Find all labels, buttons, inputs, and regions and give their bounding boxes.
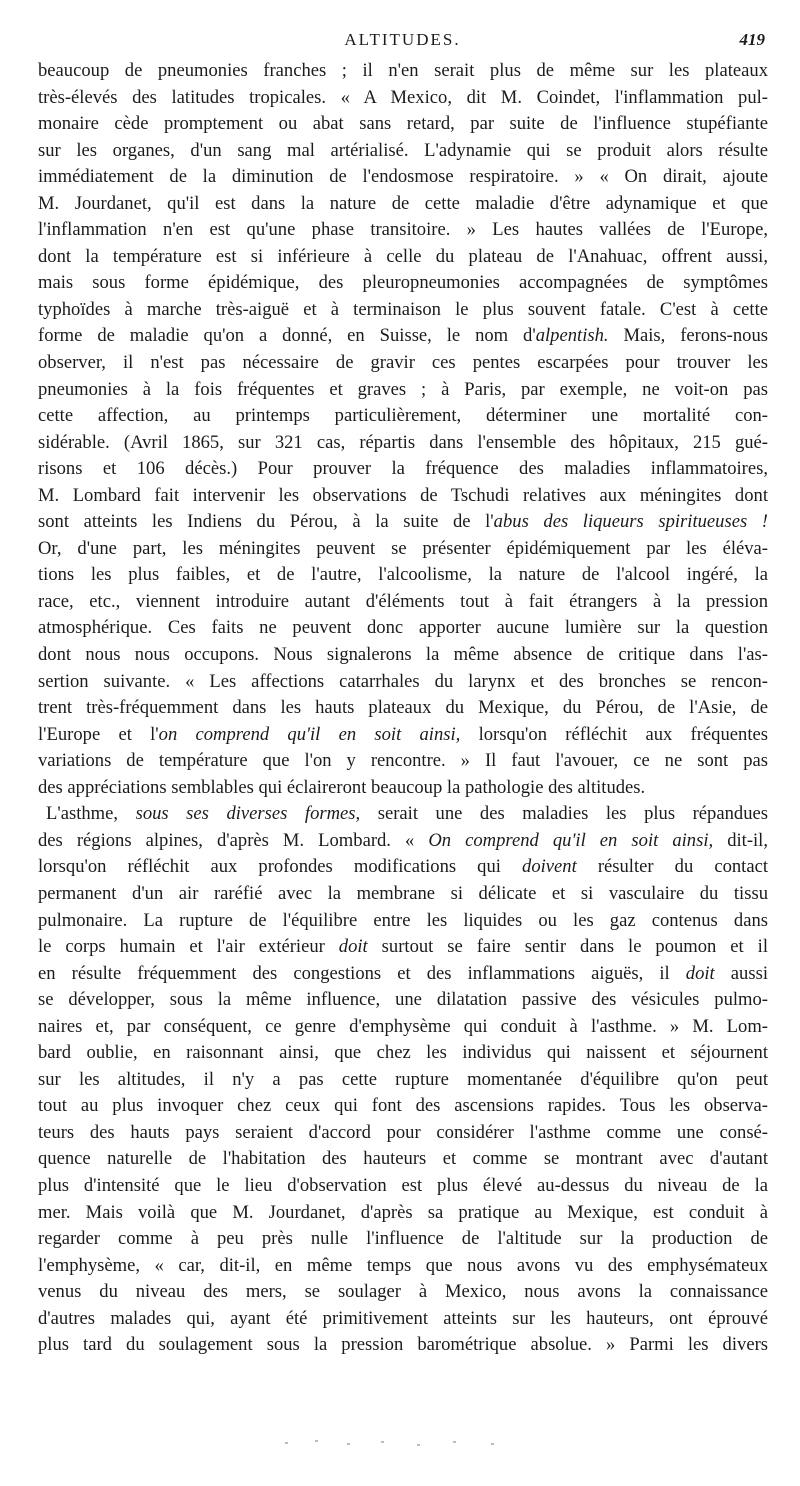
text-line: monaire cède promptement ou abat sans retard, par suite de l'influence stupéfiante (38, 113, 768, 135)
text-line: M. Jourdanet, qu'il est dans la nature de cette maladie d'être adynamique et que (38, 192, 768, 214)
text-line (38, 509, 768, 536)
text-line: sur les organes, d'un sang mal artérialisé. L'adynamie qui se produit alors résulte (38, 139, 768, 161)
text-line: très-élevés des latitudes tropicales. « A Mexico, dit M. Coindet, l'inflammation pul- (38, 86, 768, 108)
text-line (38, 854, 768, 881)
text-line (38, 961, 768, 988)
page-number: 419 (739, 30, 765, 49)
text-line: se développer, sous la même influence, une dilatation passive des vésicules pulmo- (38, 989, 768, 1011)
text-line: sidérable. (Avril 1865, sur 321 cas, répartis dans l'ensemble des hôpitaux, 215 gué- (38, 431, 768, 453)
text-line: permanent d'un air raréfié avec la membrane si délicate et si vasculaire du tissu (38, 882, 768, 904)
text-segment: des régions alpines, d'après M. Lombard. « (38, 829, 429, 851)
text-segment: forme de maladie qu'on a donné, en Suisse, le nom d' (38, 325, 536, 347)
text-line: regarder comme à peu près nulle l'influence de l'altitude sur la production de (38, 1228, 768, 1250)
running-title: ALTITUDES. (344, 30, 461, 49)
text-segment: lorsqu'on réfléchit aux profondes modifications qui (38, 856, 523, 878)
text-line: teurs des hauts pays seraient d'accord pour considérer l'asthme comme une consé- (38, 1121, 768, 1143)
text-line: l'inflammation n'en est qu'une phase transitoire. » Les hautes vallées de l'Europe, (38, 219, 768, 241)
scan-specks (285, 1438, 515, 1448)
text-line: dont nous nous occupons. Nous signalerons la même absence de critique dans l'as- (38, 644, 768, 666)
text-line: variations de température que l'on y rencontre. » Il faut l'avouer, ce ne sont pas (38, 750, 768, 772)
italic-segment: abus des liqueurs spiritueuses ! (493, 511, 768, 533)
text-segment: Mais, ferons-nous (608, 325, 769, 347)
text-segment: en résulte fréquemment des congestions et des inflammations aiguës, il (38, 962, 686, 984)
running-head (40, 30, 765, 56)
italic-segment: on comprend qu'il en soit ainsi, (158, 723, 461, 745)
text-segment: lorsqu'on réfléchit aux fréquentes (460, 723, 768, 745)
text-line: race, etc., viennent introduire autant d'éléments tout à fait étrangers à la pression (38, 590, 768, 612)
text-line: observer, il n'est pas nécessaire de gravir ces pentes escarpées pour trouver les (38, 352, 768, 374)
text-line: immédiatement de la diminution de l'endosmose respiratoire. » « On dirait, ajoute (38, 166, 768, 188)
text-segment: serait une des maladies les plus répandues (360, 803, 768, 825)
text-segment: l'Europe et l' (38, 723, 159, 745)
italic-segment: doivent (522, 856, 577, 878)
text-line: des appréciations semblables qui éclaireront beaucoup la pathologie des altitudes. (38, 776, 646, 798)
text-segment: aussi (714, 962, 768, 984)
text-segment: résulter du contact (576, 856, 768, 878)
text-segment: L'asthme, (46, 803, 136, 825)
text-line: venus du niveau des mers, se soulager à Mexico, nous avons la connaissance (38, 1281, 768, 1303)
text-line (38, 323, 768, 350)
text-line: atmosphérique. Ces faits ne peuvent donc apporter aucune lumière sur la question (38, 617, 768, 639)
text-line: tout au plus invoquer chez ceux qui font des ascensions rapides. Tous les observa- (38, 1095, 768, 1117)
body-text (38, 58, 768, 1359)
text-line: Or, d'une part, les méningites peuvent se présenter épidémiquement par les éléva- (38, 537, 768, 559)
italic-segment: doit (685, 962, 715, 984)
text-line: sur les altitudes, il n'y a pas cette rupture momentanée d'équilibre qu'on peut (38, 1068, 768, 1090)
text-line: mer. Mais voilà que M. Jourdanet, d'après sa pratique au Mexique, est conduit à (38, 1201, 768, 1223)
italic-segment: sous ses diverses formes, (135, 803, 361, 825)
text-line: plus d'intensité que le lieu d'observation est plus élevé au-dessus du niveau de la (38, 1174, 768, 1196)
text-line: risons et 106 décès.) Pour prouver la fréquence des maladies inflammatoires, (38, 458, 768, 480)
text-line: l'emphysème, « car, dit-il, en même temps que nous avons vu des emphysémateux (38, 1254, 768, 1276)
text-line: M. Lombard fait intervenir les observations de Tschudi relatives aux méningites dont (38, 484, 768, 506)
text-line: naires et, par conséquent, ce genre d'emphysème qui conduit à l'asthme. » M. Lom- (38, 1015, 768, 1037)
text-line: trent très-fréquemment dans les hauts plateaux du Mexique, du Pérou, de l'Asie, de (38, 697, 768, 719)
text-line (38, 828, 768, 855)
text-line: dont la température est si inférieure à celle du plateau de l'Anahuac, offrent aussi, (38, 245, 768, 267)
text-segment: surtout se faire sentir dans le poumon et il (367, 936, 768, 958)
text-line: sertion suivante. « Les affections catarrhales du larynx et des bronches se rencon- (38, 670, 768, 692)
text-line: tions les plus faibles, et de l'autre, l'alcoolisme, la nature de l'alcool ingéré, la (38, 564, 768, 586)
text-line (38, 934, 768, 961)
text-line: plus tard du soulagement sous la pression barométrique absolue. » Parmi les divers (38, 1334, 768, 1356)
text-line: typhoïdes à marche très-aiguë et à terminaison le plus souvent fatale. C'est à cette (38, 298, 768, 320)
text-line: pneumonies à la fois fréquentes et graves ; à Paris, par exemple, ne voit-on pas (38, 378, 768, 400)
text-line (38, 722, 768, 749)
italic-segment: doit (338, 936, 368, 958)
text-line: beaucoup de pneumonies franches ; il n'en serait plus de même sur les plateaux (38, 60, 768, 81)
text-line: d'autres malades qui, ayant été primitivement atteints sur les hauteurs, ont éprouvé (38, 1307, 768, 1329)
text-line: mais sous forme épidémique, des pleuropneumonies accompagnées de symptômes (38, 272, 768, 294)
text-segment: dit-il, (713, 829, 768, 851)
text-line: pulmonaire. La rupture de l'équilibre entre les liquides ou les gaz contenus dans (38, 909, 768, 931)
text-segment: le corps humain et l'air extérieur (38, 936, 339, 958)
text-line: cette affection, au printemps particulièrement, déterminer une mortalité con- (38, 405, 768, 427)
text-line: quence naturelle de l'habitation des hauteurs et comme se montrant avec d'autant (38, 1148, 768, 1170)
italic-segment: On comprend qu'il en soit ainsi, (428, 829, 714, 851)
italic-segment: alpentish. (535, 325, 609, 347)
text-line (38, 801, 768, 828)
text-segment: sont atteints les Indiens du Pérou, à la suite de l' (38, 511, 494, 533)
text-line: bard oublie, en raisonnant ainsi, que chez les individus qui naissent et séjournent (38, 1042, 768, 1064)
